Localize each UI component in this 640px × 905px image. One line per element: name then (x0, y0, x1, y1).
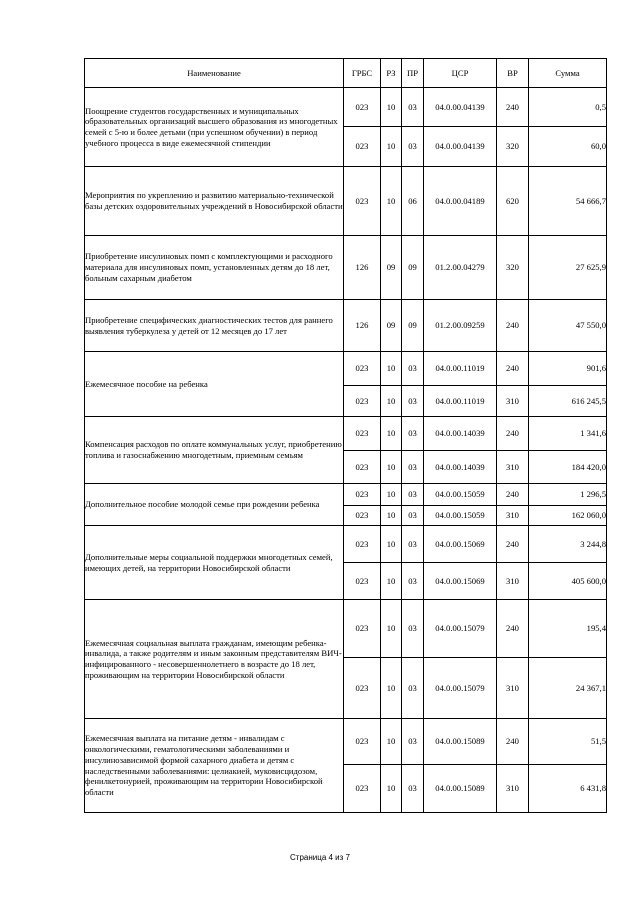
cell-csr: 04.0.00.04189 (424, 167, 497, 236)
table-row (85, 236, 607, 300)
cell-rz: 10 (381, 417, 402, 451)
cell-rz: 10 (381, 600, 402, 658)
cell-vr: 240 (497, 88, 529, 127)
cell-sum: 405 600,0 (529, 563, 607, 600)
cell-vr: 240 (497, 417, 529, 451)
cell-grbs: 023 (344, 563, 381, 600)
table-row (85, 484, 607, 506)
cell-sum: 27 625,9 (529, 236, 607, 300)
cell-grbs: 023 (344, 417, 381, 451)
cell-csr: 01.2.00.04279 (424, 236, 497, 300)
cell-grbs: 126 (344, 236, 381, 300)
cell-pr: 03 (402, 127, 424, 167)
cell-rz: 10 (381, 506, 402, 526)
cell-grbs: 023 (344, 506, 381, 526)
cell-grbs: 023 (344, 526, 381, 563)
cell-pr: 03 (402, 563, 424, 600)
cell-pr: 03 (402, 526, 424, 563)
cell-vr: 310 (497, 563, 529, 600)
item-name: Приобретение специфических диагностических тестов для раннего выявления туберкулеза у детей от 12 месяцев до 17 лет (85, 300, 344, 352)
item-name: Ежемесячное пособие на ребенка (85, 352, 344, 417)
cell-rz: 10 (381, 451, 402, 484)
cell-rz: 09 (381, 236, 402, 300)
cell-rz: 09 (381, 300, 402, 352)
cell-rz: 10 (381, 127, 402, 167)
cell-csr: 04.0.00.15069 (424, 563, 497, 600)
table-row (85, 719, 607, 765)
table-row (85, 600, 607, 658)
cell-csr: 04.0.00.04139 (424, 88, 497, 127)
item-name: Компенсация расходов по оплате коммунальных услуг, приобретению топлива и газоснабжению многодетным, приемным семьям (85, 417, 344, 484)
cell-grbs: 023 (344, 386, 381, 417)
cell-pr: 03 (402, 451, 424, 484)
cell-pr: 03 (402, 600, 424, 658)
cell-pr: 03 (402, 352, 424, 386)
cell-pr: 03 (402, 88, 424, 127)
cell-sum: 60,0 (529, 127, 607, 167)
cell-sum: 1 341,6 (529, 417, 607, 451)
table-row (85, 300, 607, 352)
cell-grbs: 023 (344, 127, 381, 167)
cell-vr: 240 (497, 484, 529, 506)
table-row (85, 417, 607, 451)
cell-vr: 240 (497, 600, 529, 658)
cell-vr: 310 (497, 658, 529, 719)
cell-pr: 03 (402, 658, 424, 719)
cell-vr: 310 (497, 386, 529, 417)
cell-sum: 51,5 (529, 719, 607, 765)
page-number: Страница 4 из 7 (290, 853, 350, 862)
cell-vr: 240 (497, 352, 529, 386)
cell-grbs: 023 (344, 451, 381, 484)
header-vr: ВР (497, 59, 529, 88)
cell-vr: 310 (497, 506, 529, 526)
cell-sum: 47 550,0 (529, 300, 607, 352)
cell-grbs: 023 (344, 765, 381, 813)
table-row (85, 526, 607, 563)
cell-pr: 03 (402, 417, 424, 451)
header-rz: РЗ (381, 59, 402, 88)
cell-grbs: 023 (344, 719, 381, 765)
cell-sum: 6 431,8 (529, 765, 607, 813)
cell-csr: 04.0.00.14039 (424, 417, 497, 451)
cell-csr: 04.0.00.15059 (424, 484, 497, 506)
cell-vr: 310 (497, 451, 529, 484)
item-name: Ежемесячная выплата на питание детям - инвалидам с онкологическими, гематологическими заболеваниями и инсулинозависимой формой сахарного диабета и детям с наследственными заболеваниями: целиакией, муковисцидозом, фенилкетонурией, проживающим на территории Новосибирской области (85, 719, 344, 813)
item-name: Дополнительное пособие молодой семье при рождении ребенка (85, 484, 344, 526)
cell-grbs: 023 (344, 88, 381, 127)
cell-csr: 04.0.00.15079 (424, 600, 497, 658)
header-pr: ПР (402, 59, 424, 88)
cell-rz: 10 (381, 563, 402, 600)
cell-rz: 10 (381, 352, 402, 386)
item-name: Ежемесячная социальная выплата гражданам, имеющим ребенка-инвалида, а также родителям и иным законным представителям ВИЧ-инфицированного - несовершеннолетнего в возрасте до 18 лет, проживающим на территории Новосибирской области (85, 600, 344, 719)
header-grbs: ГРБС (344, 59, 381, 88)
cell-pr: 03 (402, 386, 424, 417)
cell-rz: 10 (381, 526, 402, 563)
cell-sum: 901,6 (529, 352, 607, 386)
cell-vr: 240 (497, 300, 529, 352)
cell-grbs: 126 (344, 300, 381, 352)
cell-rz: 10 (381, 167, 402, 236)
table-body (85, 88, 607, 813)
cell-csr: 04.0.00.15079 (424, 658, 497, 719)
cell-sum: 3 244,8 (529, 526, 607, 563)
table-row (85, 167, 607, 236)
cell-grbs: 023 (344, 167, 381, 236)
header-csr: ЦСР (424, 59, 497, 88)
cell-vr: 320 (497, 127, 529, 167)
cell-grbs: 023 (344, 658, 381, 719)
cell-rz: 10 (381, 765, 402, 813)
cell-vr: 240 (497, 526, 529, 563)
cell-csr: 04.0.00.14039 (424, 451, 497, 484)
cell-vr: 310 (497, 765, 529, 813)
header-sum: Сумма (529, 59, 607, 88)
cell-sum: 162 060,0 (529, 506, 607, 526)
cell-csr: 04.0.00.15089 (424, 719, 497, 765)
cell-csr: 04.0.00.11019 (424, 352, 497, 386)
cell-pr: 03 (402, 484, 424, 506)
cell-pr: 06 (402, 167, 424, 236)
header-name: Наименование (85, 59, 344, 88)
table-row (85, 352, 607, 386)
cell-pr: 03 (402, 719, 424, 765)
item-name: Мероприятия по укреплению и развитию материально-технической базы детских оздоровительных учреждений в Новосибирской области (85, 167, 344, 236)
cell-pr: 03 (402, 506, 424, 526)
cell-pr: 03 (402, 765, 424, 813)
cell-sum: 1 296,5 (529, 484, 607, 506)
cell-rz: 10 (381, 386, 402, 417)
cell-vr: 320 (497, 236, 529, 300)
cell-sum: 54 666,7 (529, 167, 607, 236)
cell-sum: 195,4 (529, 600, 607, 658)
cell-sum: 184 420,0 (529, 451, 607, 484)
cell-rz: 10 (381, 658, 402, 719)
cell-csr: 04.0.00.15069 (424, 526, 497, 563)
cell-pr: 09 (402, 300, 424, 352)
table-header-row (85, 59, 607, 88)
budget-table (84, 58, 607, 813)
cell-vr: 240 (497, 719, 529, 765)
cell-sum: 616 245,5 (529, 386, 607, 417)
cell-csr: 04.0.00.15089 (424, 765, 497, 813)
cell-grbs: 023 (344, 484, 381, 506)
cell-rz: 10 (381, 484, 402, 506)
table-row (85, 88, 607, 127)
cell-csr: 04.0.00.15059 (424, 506, 497, 526)
cell-pr: 09 (402, 236, 424, 300)
cell-csr: 04.0.00.11019 (424, 386, 497, 417)
cell-grbs: 023 (344, 600, 381, 658)
cell-csr: 04.0.00.04139 (424, 127, 497, 167)
item-name: Приобретение инсулиновых помп с комплектующими и расходного материала для инсулиновых помп, установленных детям до 18 лет, больным сахарным диабетом (85, 236, 344, 300)
cell-rz: 10 (381, 719, 402, 765)
cell-csr: 01.2.00.09259 (424, 300, 497, 352)
cell-sum: 0,5 (529, 88, 607, 127)
item-name: Дополнительные меры социальной поддержки многодетных семей, имеющих детей, на территории Новосибирской области (85, 526, 344, 600)
item-name: Поощрение студентов государственных и муниципальных образовательных организаций высшего образования из многодетных семей с 5-ю и более детьми (при успешном обучении) в период учебного процесса в виде ежемесячной стипендии (85, 88, 344, 167)
cell-grbs: 023 (344, 352, 381, 386)
cell-vr: 620 (497, 167, 529, 236)
cell-sum: 24 367,1 (529, 658, 607, 719)
cell-rz: 10 (381, 88, 402, 127)
